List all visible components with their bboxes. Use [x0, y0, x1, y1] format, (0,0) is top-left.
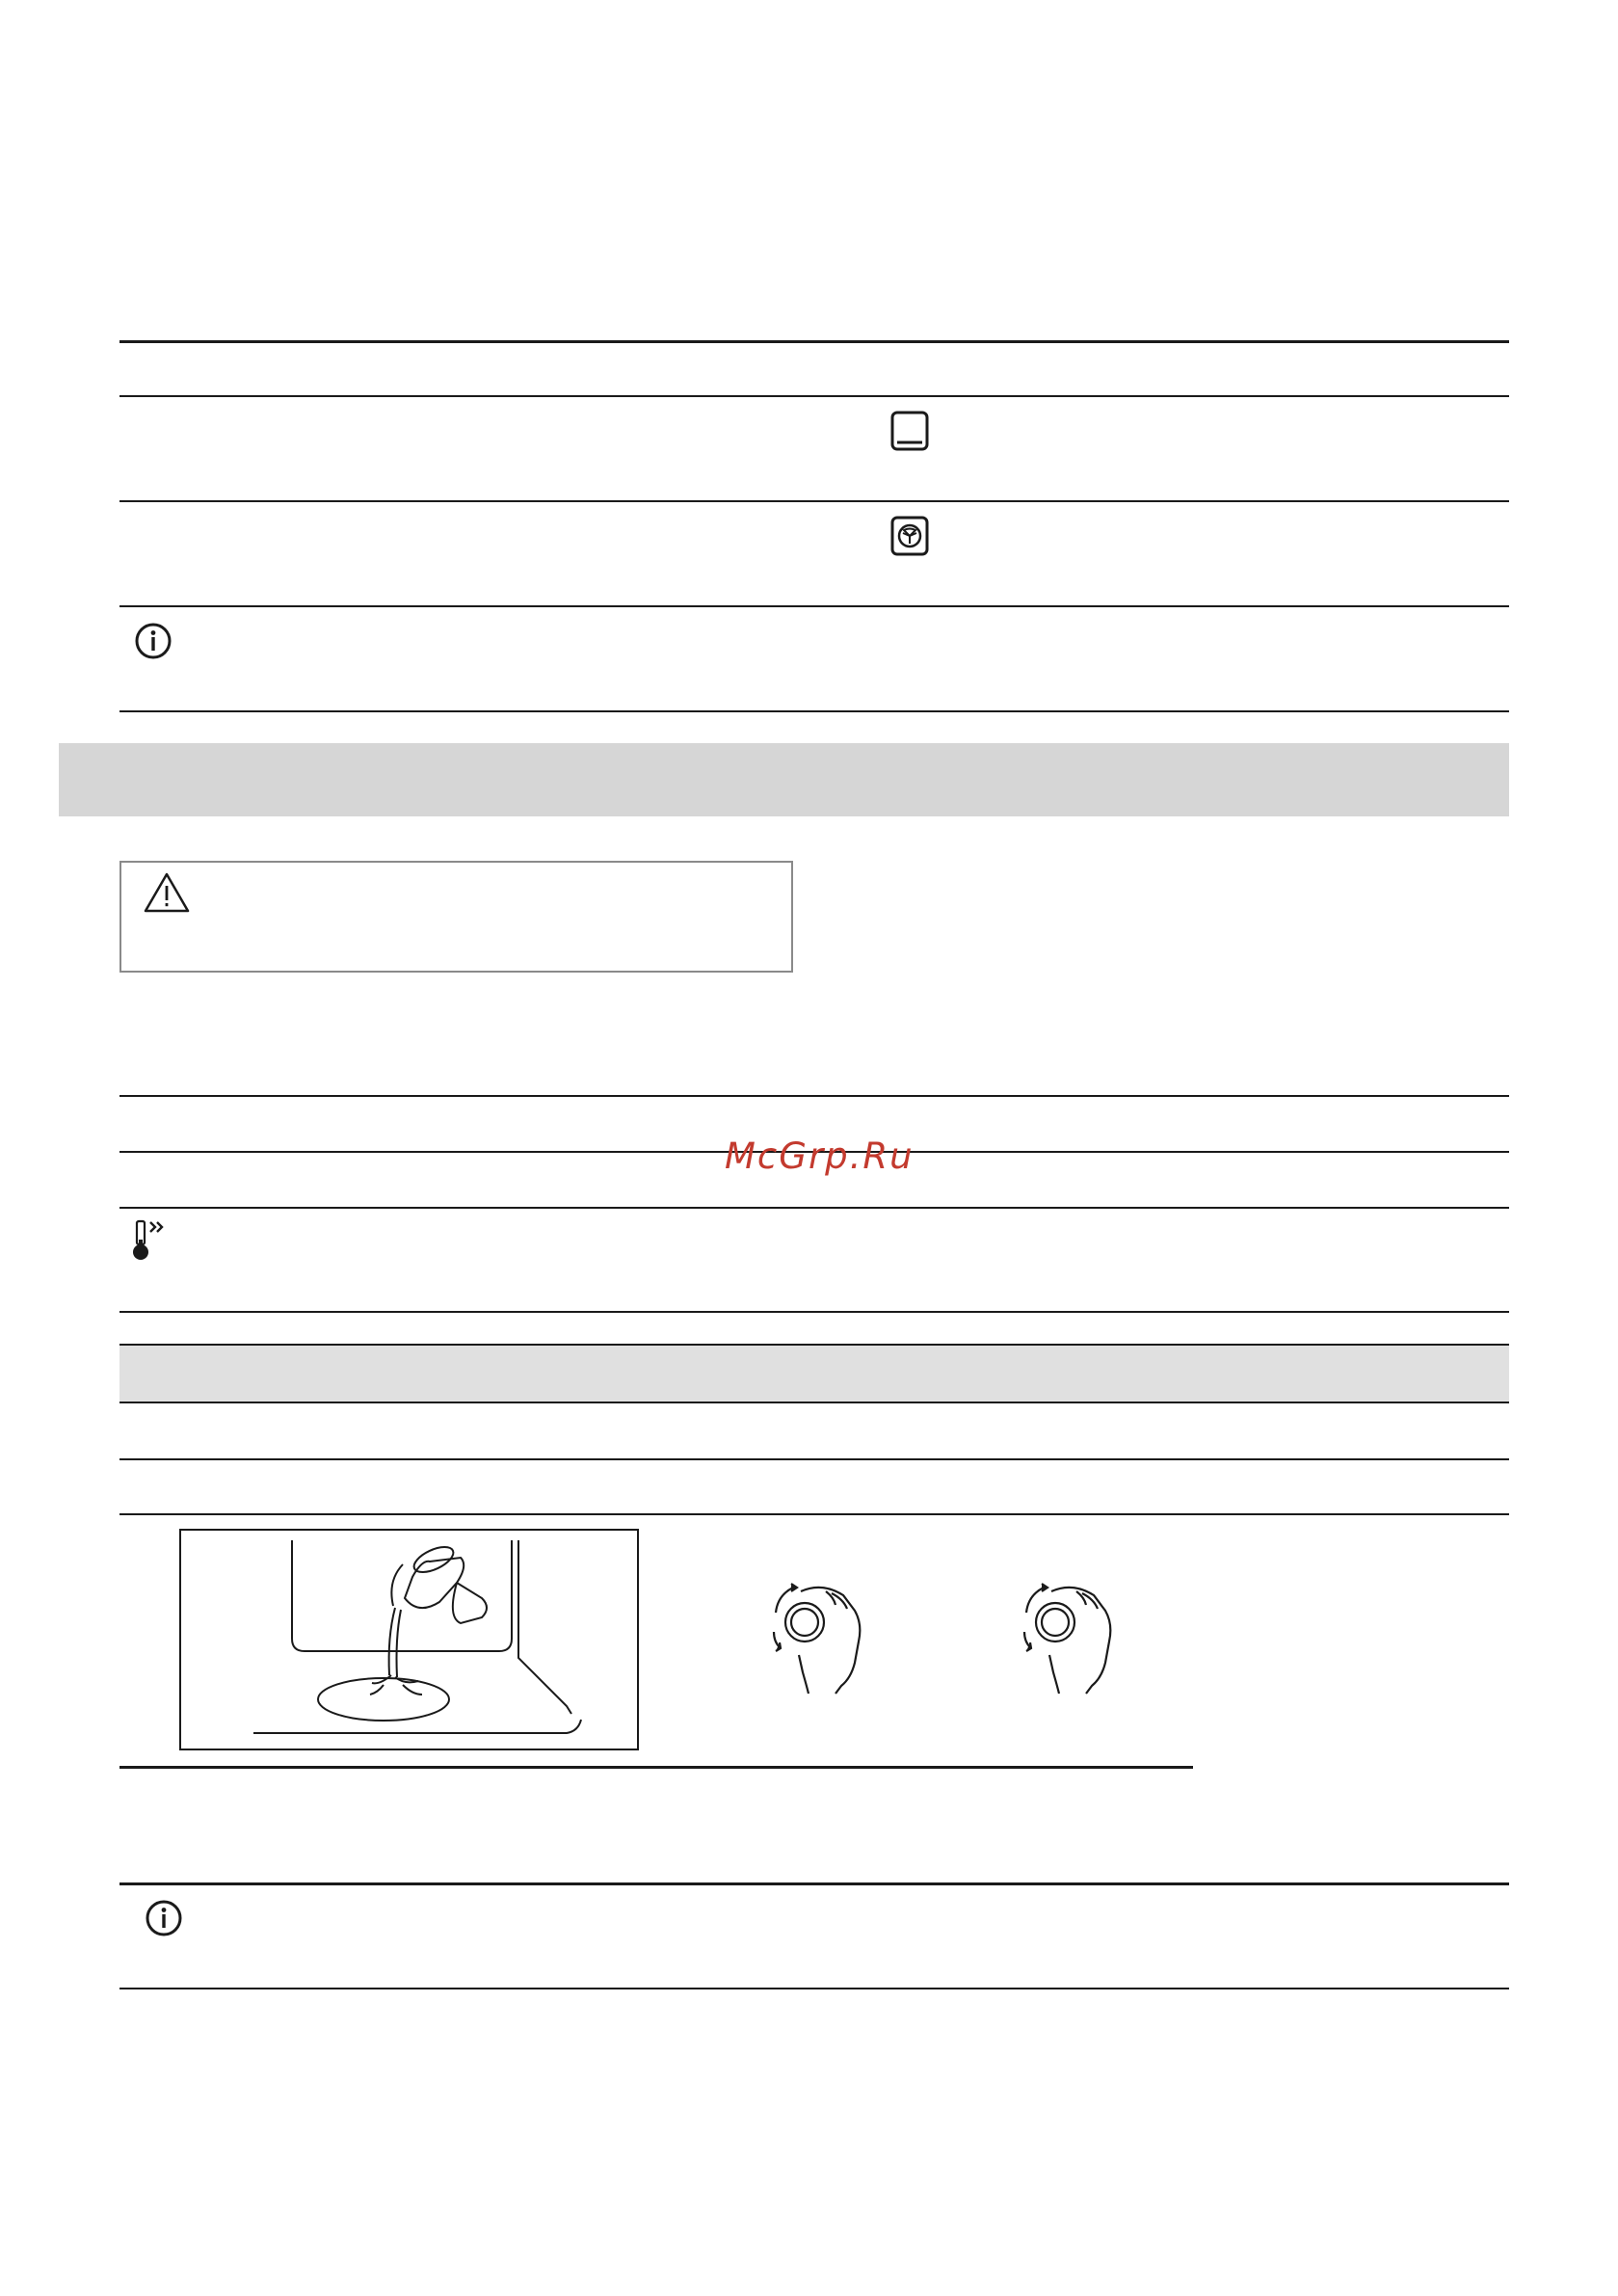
note-top-rule — [119, 1882, 1509, 1885]
rotate-knob-hand-icon — [766, 1574, 868, 1699]
table-top-rule — [119, 1095, 1509, 1097]
table-top-rule — [119, 340, 1509, 343]
section-heading-band — [59, 743, 1509, 816]
warning-box — [119, 861, 793, 973]
table-bottom-rule — [119, 710, 1509, 712]
table-row-rule — [119, 1207, 1509, 1209]
table-row-rule — [119, 500, 1509, 502]
fan-heating-symbol-icon — [890, 516, 929, 556]
warning-triangle-icon — [143, 871, 191, 914]
information-icon — [134, 622, 172, 660]
note-bottom-rule — [119, 1988, 1509, 1989]
watermark-text: McGrp.Ru — [725, 1135, 915, 1177]
pouring-water-into-oven-cavity-illustration — [179, 1529, 639, 1750]
top-heat-symbol-icon — [890, 411, 929, 451]
table-header-band — [119, 1344, 1509, 1403]
thermometer-fast-heatup-icon — [130, 1218, 178, 1263]
table-bottom-rule — [119, 1311, 1509, 1313]
information-icon — [145, 1899, 183, 1937]
table-row-rule — [119, 605, 1509, 607]
table-row-rule — [119, 1513, 1509, 1515]
rotate-knob-hand-icon — [1017, 1574, 1119, 1699]
table-header-rule — [119, 395, 1509, 397]
table-row-rule — [119, 1458, 1509, 1460]
step-table-bottom-rule — [119, 1766, 1193, 1769]
